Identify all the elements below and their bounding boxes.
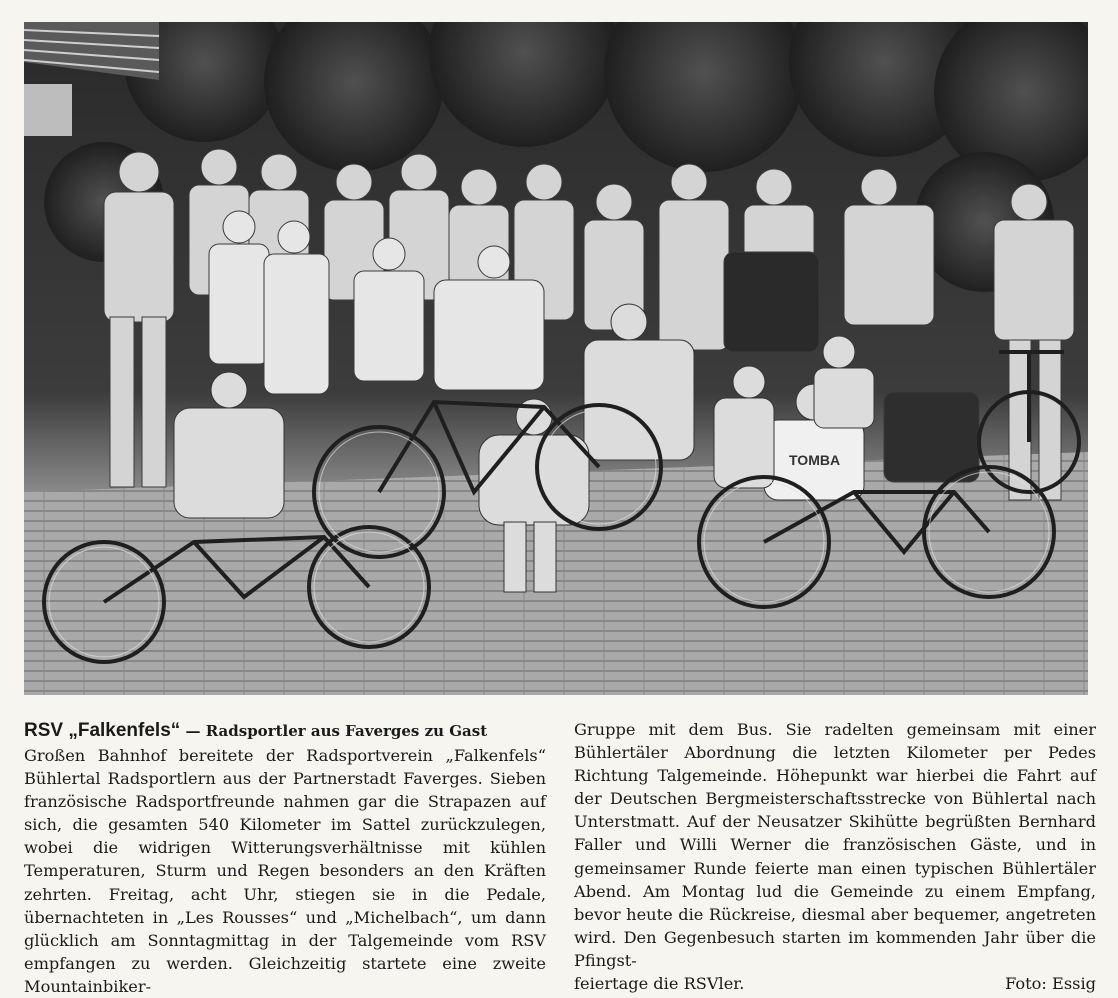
credit-row	[574, 972, 1096, 995]
headline-subtitle: Radsportler aus Faverges zu Gast	[205, 722, 488, 740]
article-body-right-last: feiertage die RSVler.	[574, 974, 745, 994]
article-body-left: Großen Bahnhof bereitete der Radsportverein „Falkenfels“ Bühlertal Radsportlern aus der Partnerstadt Faverges. Sieben französische Radsportfreunde nahmen gar die Strapazen auf sich, die gesamten 540 Kilometer im Sattel zurückzulegen, wobei die widrigen Witterungsverhältnisse mit kühlen Temperaturen, Sturm und Regen besonders an den Kräften zehrten. Freitag, acht Uhr, stiegen sie in die Pedale, übernachteten in „Les Rousses“ und „Michelbach“, um dann glücklich am Sonntagmittag in der Talgemeinde vom RSV empfangen zu werden. Gleichzeitig startete eine zweite Mountainbiker-	[24, 746, 546, 996]
group-photo-image	[24, 22, 1088, 695]
photo-credit: Foto: Essig	[1005, 974, 1096, 994]
article-body-right: Gruppe mit dem Bus. Sie radelten gemeinsam mit einer Bühlertäler Abordnung die letzten Kilometer per Pedes Richtung Talgemeinde. Höhepunkt war hierbei die Fahrt auf der Deutschen Bergmeisterschaftsstrecke von Bühlertal nach Unterstmatt. Auf der Neusatzer Skihütte begrüßten Bernhard Faller und Willi Werner die französischen Gäste, und in gemeinsamer Runde feierte man einen typischen Bühlertäler Abend. Am Montag lud die Gemeinde zu einem Empfang, bevor heute die Rückreise, diesmal aber bequemer, angetreten wird. Den Gegenbesuch starten im kommenden Jahr über die Pfingst-	[574, 720, 1096, 970]
headline-title: RSV „Falkenfels“	[24, 720, 181, 741]
jersey-text: TOMBA	[789, 452, 841, 468]
article-column-right	[574, 718, 1096, 995]
headline	[24, 718, 546, 744]
headline-dash: —	[180, 722, 206, 740]
article	[24, 718, 1096, 996]
group-photo	[24, 22, 1088, 695]
article-column-left	[24, 718, 546, 998]
